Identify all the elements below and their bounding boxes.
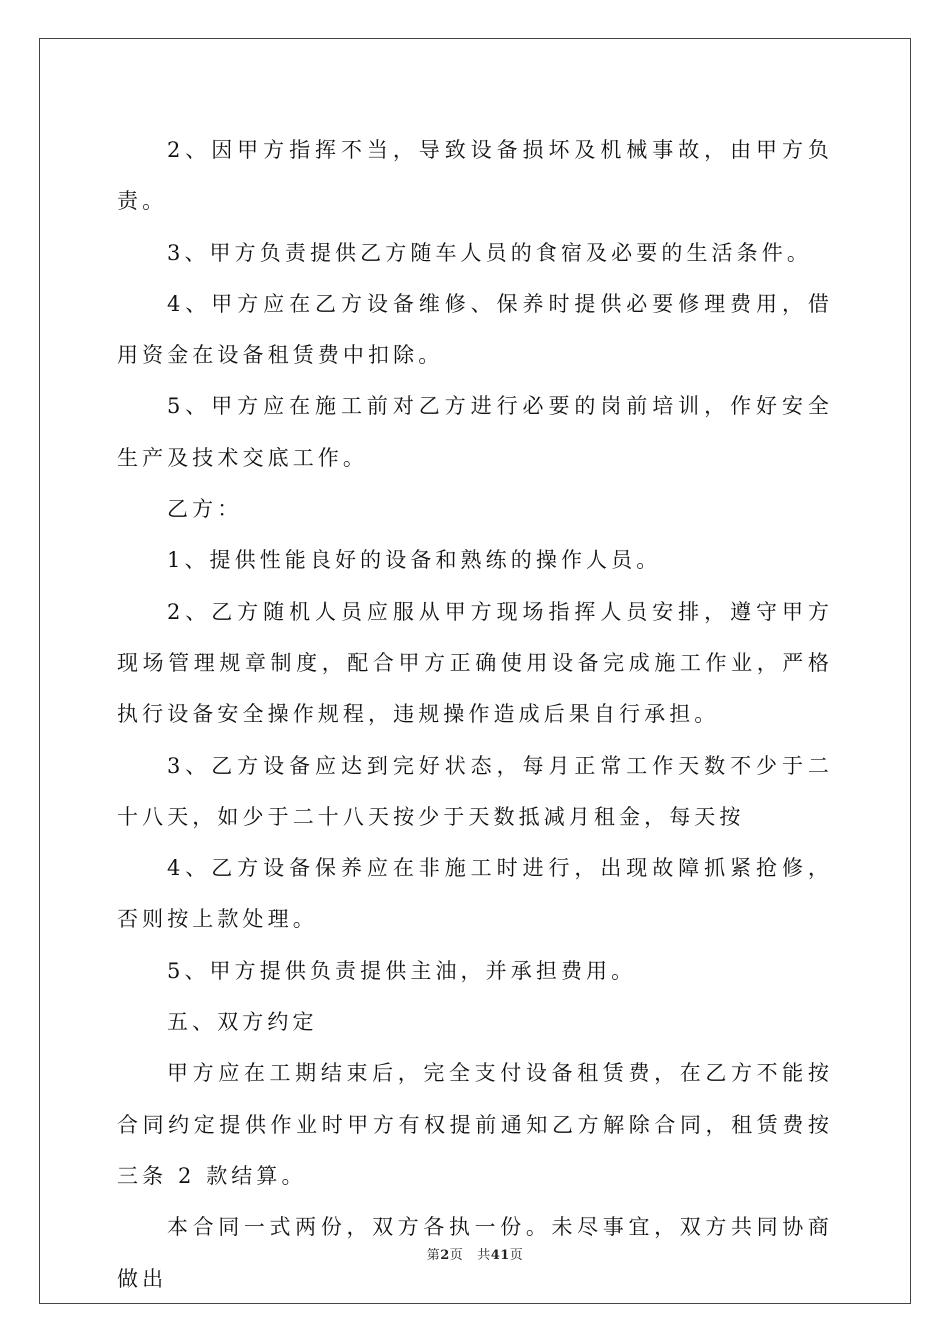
- document-body: [117, 125, 833, 1305]
- page-footer: [0, 1244, 950, 1263]
- footer-total-suffix: 页: [509, 1248, 524, 1263]
- paragraph-party-a-item-5: 5、甲方应在施工前对乙方进行必要的岗前培训，作好安全生产及技术交底工作。: [117, 394, 833, 470]
- paragraph-party-a-item-2: 2、因甲方指挥不当，导致设备损坏及机械事故，由甲方负责。: [117, 138, 833, 214]
- heading-mutual-agreement: 五、双方约定: [167, 1010, 318, 1035]
- footer-page-number: 2: [440, 1248, 450, 1263]
- paragraph-party-a-item-4: 4、甲方应在乙方设备维修、保养时提供必要修理费用，借用资金在设备租赁费中扣除。: [117, 291, 833, 368]
- paragraph-party-b-item-4: 4、乙方设备保养应在非施工时进行，出现故障抓紧抢修，否则按上款处理。: [117, 856, 833, 932]
- paragraph-party-b-item-2: 2、乙方随机人员应服从甲方现场指挥人员安排，遵守甲方现场管理规章制度，配合甲方正确使用设备完成施工作业，严格执行设备安全操作规程，违规操作造成后果自行承担。: [117, 599, 833, 727]
- paragraph-party-b-item-1: 1、提供性能良好的设备和熟练的操作人员。: [167, 548, 662, 573]
- footer-page-suffix: 页: [449, 1248, 464, 1263]
- footer-page-prefix: 第: [426, 1248, 441, 1263]
- paragraph-copies: 本合同一式两份，双方各执一份。未尽事宜，双方共同协商做出: [117, 1215, 833, 1291]
- footer-total-pages: 41: [490, 1248, 510, 1263]
- paragraph-party-b-item-3: 3、乙方设备应达到完好状态，每月正常工作天数不少于二十八天，如少于二十八天按少于天数抵减月租金，每天按: [117, 753, 833, 829]
- footer-total-prefix: 共: [477, 1248, 491, 1263]
- paragraph-mutual-agreement: 甲方应在工期结束后，完全支付设备租赁费，在乙方不能按合同约定提供作业时甲方有权提前通知乙方解除合同，租赁费按三条 2 款结算。: [117, 1061, 833, 1188]
- paragraph-party-b-item-5: 5、甲方提供负责提供主油，并承担费用。: [167, 958, 637, 983]
- heading-party-b: 乙方：: [167, 497, 243, 522]
- paragraph-party-a-item-3: 3、甲方负责提供乙方随车人员的食宿及必要的生活条件。: [167, 240, 812, 265]
